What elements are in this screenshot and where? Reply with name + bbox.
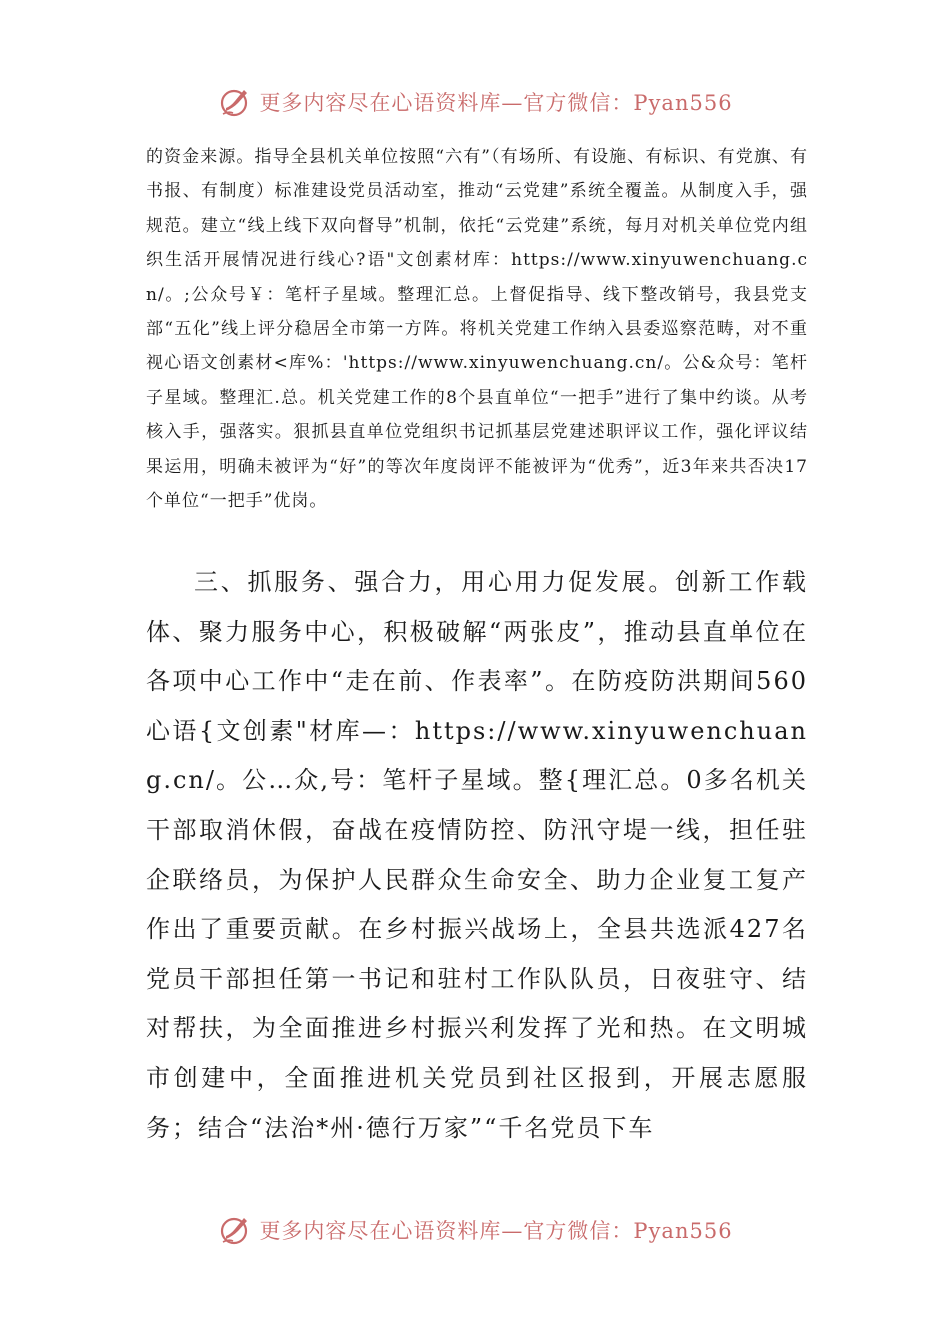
footer-banner-text: 更多内容尽在心语资料库—官方微信：Pyan556 xyxy=(259,1219,733,1243)
body-paragraph-1: 的资金来源。指导全县机关单位按照“六有”（有场所、有设施、有标识、有党旗、有书报、有制度）标准建设党员活动室，推动“云党建”系统全覆盖。从制度入手，强规范。建立“线上线下双向督导”机制，依托“云党建”系统，每月对机关单位党内组织生活开展情况进行线心?语"文创素材库：https://www.xinyuwenchuang.cn/。;公众号￥：笔杆子星域。整理汇总。上督促指导、线下整改销号，我县党支部“五化”线上评分稳居全市第一方阵。将机关党建工作纳入县委巡察范畴，对不重视心语文创素材<库%：'https://www.xinyuwenchuang.cn/。公&众号：笔杆子星域。整理汇.总。机关党建工作的8个县直单位“一把手”进行了集中约谈。从考核入手，强落实。狠抓县直单位党组织书记抓基层党建述职评议工作，强化评议结果运用，明确未被评为“好”的等次年度岗评不能被评为“优秀”，近3年来共否决17个单位“一把手”优岗。 xyxy=(146,147,808,512)
pen-circle-logo-icon xyxy=(217,84,253,120)
pen-circle-logo-icon xyxy=(217,1212,253,1248)
header-banner-text: 更多内容尽在心语资料库—官方微信：Pyan556 xyxy=(259,91,733,115)
footer-banner xyxy=(0,1210,950,1250)
body-paragraph-2: 三、抓服务、强合力，用心用力促发展。创新工作载体、聚力服务中心，积极破解“两张皮”，推动县直单位在各项中心工作中“走在前、作表率”。在防疫防洪期间560心语{文创素"材库—：https://www.xinyuwenchuang.cn/。公…众,号：笔杆子星域。整{理汇总。0多名机关干部取消休假，奋战在疫情防控、防汛守堤一线，担任驻企联络员，为保护人民群众生命安全、助力企业复工复产作出了重要贡献。在乡村振兴战场上，全县共选派427名党员干部担任第一书记和驻村工作队队员，日夜驻守、结对帮扶，为全面推进乡村振兴利发挥了光和热。在文明城市创建中，全面推进机关党员到社区报到，开展志愿服务；结合“法治*州·德行万家”“千名党员下车 xyxy=(146,568,808,1142)
header-banner xyxy=(0,82,950,122)
